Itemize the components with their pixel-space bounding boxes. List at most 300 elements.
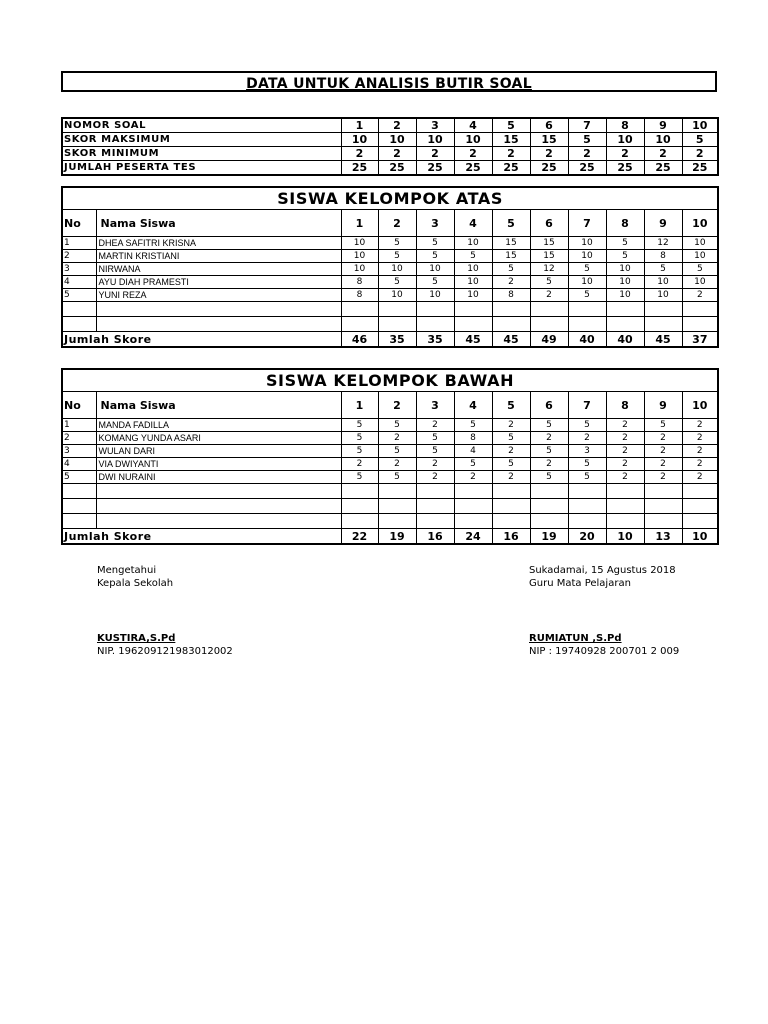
- empty-cell: [644, 499, 682, 514]
- student-name: KOMANG YUNDA ASARI: [96, 432, 341, 445]
- col-header-soal: 8: [606, 210, 644, 237]
- student-score: 5: [606, 250, 644, 263]
- info-row: [62, 133, 718, 147]
- student-name: MARTIN KRISTIANI: [96, 250, 341, 263]
- info-cell: 25: [492, 161, 530, 176]
- empty-cell: [341, 514, 378, 529]
- student-score: 10: [341, 237, 378, 250]
- student-score: 5: [454, 419, 492, 432]
- student-score: 2: [644, 471, 682, 484]
- student-row: [62, 263, 718, 276]
- student-score: 5: [530, 471, 568, 484]
- student-score: 2: [606, 471, 644, 484]
- student-score: 10: [378, 289, 416, 302]
- student-name: MANDA FADILLA: [96, 419, 341, 432]
- info-cell: 5: [568, 133, 606, 147]
- col-header-soal: 9: [644, 392, 682, 419]
- student-name: DWI NURAINI: [96, 471, 341, 484]
- empty-cell: [341, 484, 378, 499]
- empty-cell: [530, 514, 568, 529]
- sig-right-line2: Guru Mata Pelajaran: [529, 578, 631, 589]
- info-cell: 4: [454, 118, 492, 133]
- empty-cell: [96, 484, 341, 499]
- empty-cell: [606, 499, 644, 514]
- student-name: VIA DWIYANTI: [96, 458, 341, 471]
- info-cell: 15: [530, 133, 568, 147]
- student-no: 4: [62, 276, 96, 289]
- student-name: WULAN DARI: [96, 445, 341, 458]
- student-score: 5: [378, 471, 416, 484]
- kelompok-atas-table: [61, 186, 719, 348]
- info-cell: 25: [341, 161, 378, 176]
- total-score: 20: [568, 529, 606, 545]
- empty-cell: [568, 484, 606, 499]
- student-score: 10: [341, 263, 378, 276]
- student-score: 2: [492, 471, 530, 484]
- info-cell: 2: [378, 118, 416, 133]
- total-score: 16: [492, 529, 530, 545]
- col-header-soal: 2: [378, 210, 416, 237]
- info-cell: 2: [492, 147, 530, 161]
- student-score: 8: [492, 289, 530, 302]
- student-score: 2: [492, 276, 530, 289]
- info-cell: 2: [378, 147, 416, 161]
- student-score: 2: [682, 471, 718, 484]
- student-score: 5: [416, 237, 454, 250]
- student-score: 10: [341, 250, 378, 263]
- col-header-soal: 8: [606, 392, 644, 419]
- empty-cell: [96, 514, 341, 529]
- group-heading: SISWA KELOMPOK BAWAH: [62, 369, 718, 392]
- empty-row: [62, 317, 718, 332]
- student-score: 5: [416, 445, 454, 458]
- info-cell: 1: [341, 118, 378, 133]
- col-header-nama: Nama Siswa: [96, 392, 341, 419]
- signature-right: [529, 564, 679, 658]
- total-score: 45: [492, 332, 530, 348]
- info-cell: 25: [644, 161, 682, 176]
- empty-cell: [62, 484, 96, 499]
- empty-cell: [416, 484, 454, 499]
- student-row: [62, 419, 718, 432]
- student-row: [62, 276, 718, 289]
- empty-cell: [62, 514, 96, 529]
- info-cell: 2: [644, 147, 682, 161]
- student-row: [62, 458, 718, 471]
- student-score: 5: [530, 276, 568, 289]
- student-score: 8: [454, 432, 492, 445]
- info-cell: 25: [682, 161, 718, 176]
- empty-cell: [378, 317, 416, 332]
- kelompok-bawah-table: [61, 368, 719, 545]
- info-row-label: SKOR MINIMUM: [62, 147, 341, 161]
- col-header-soal: 6: [530, 392, 568, 419]
- info-cell: 2: [606, 147, 644, 161]
- info-cell: 6: [530, 118, 568, 133]
- student-score: 5: [378, 445, 416, 458]
- student-score: 5: [682, 263, 718, 276]
- empty-cell: [644, 514, 682, 529]
- empty-cell: [530, 317, 568, 332]
- student-score: 2: [416, 458, 454, 471]
- col-header-soal: 10: [682, 210, 718, 237]
- info-cell: 10: [341, 133, 378, 147]
- info-row-label: SKOR MAKSIMUM: [62, 133, 341, 147]
- info-cell: 8: [606, 118, 644, 133]
- student-score: 5: [378, 250, 416, 263]
- student-score: 5: [492, 432, 530, 445]
- student-score: 10: [682, 250, 718, 263]
- student-score: 10: [644, 289, 682, 302]
- student-score: 2: [606, 458, 644, 471]
- empty-cell: [492, 499, 530, 514]
- empty-cell: [96, 317, 341, 332]
- student-score: 2: [341, 458, 378, 471]
- info-cell: 3: [416, 118, 454, 133]
- info-cell: 2: [682, 147, 718, 161]
- sig-left-line2: Kepala Sekolah: [97, 578, 174, 589]
- student-score: 2: [644, 445, 682, 458]
- student-score: 5: [341, 471, 378, 484]
- student-score: 10: [416, 289, 454, 302]
- col-header-soal: 10: [682, 392, 718, 419]
- student-score: 10: [644, 276, 682, 289]
- student-score: 5: [378, 419, 416, 432]
- sig-right-line1: Sukadamai, 15 Agustus 2018: [529, 565, 676, 576]
- total-score: 45: [454, 332, 492, 348]
- student-score: 12: [530, 263, 568, 276]
- column-header-row: [62, 210, 718, 237]
- student-score: 5: [530, 419, 568, 432]
- student-score: 10: [454, 289, 492, 302]
- empty-cell: [492, 484, 530, 499]
- empty-cell: [644, 484, 682, 499]
- col-header-soal: 6: [530, 210, 568, 237]
- student-score: 2: [416, 419, 454, 432]
- student-score: 2: [530, 458, 568, 471]
- student-score: 2: [606, 432, 644, 445]
- empty-cell: [682, 317, 718, 332]
- info-cell: 2: [454, 147, 492, 161]
- student-name: NIRWANA: [96, 263, 341, 276]
- empty-cell: [454, 499, 492, 514]
- empty-cell: [568, 514, 606, 529]
- empty-cell: [416, 317, 454, 332]
- student-no: 2: [62, 432, 96, 445]
- student-score: 5: [341, 419, 378, 432]
- total-score: 19: [530, 529, 568, 545]
- sig-left-nip: NIP. 196209121983012002: [97, 646, 233, 657]
- student-score: 2: [682, 419, 718, 432]
- empty-row: [62, 302, 718, 317]
- empty-cell: [492, 317, 530, 332]
- empty-cell: [454, 317, 492, 332]
- empty-cell: [606, 317, 644, 332]
- empty-cell: [454, 302, 492, 317]
- student-score: 10: [606, 289, 644, 302]
- total-score: 35: [378, 332, 416, 348]
- student-score: 10: [568, 276, 606, 289]
- total-score: 45: [644, 332, 682, 348]
- col-header-soal: 2: [378, 392, 416, 419]
- document-title: DATA UNTUK ANALISIS BUTIR SOAL: [246, 76, 532, 92]
- student-score: 5: [606, 237, 644, 250]
- student-no: 1: [62, 419, 96, 432]
- student-score: 10: [454, 263, 492, 276]
- total-score: 10: [682, 529, 718, 545]
- total-row: [62, 332, 718, 348]
- info-cell: 25: [606, 161, 644, 176]
- student-score: 2: [644, 458, 682, 471]
- info-cell: 15: [492, 133, 530, 147]
- student-no: 3: [62, 445, 96, 458]
- student-score: 10: [682, 237, 718, 250]
- info-cell: 2: [341, 147, 378, 161]
- student-score: 2: [682, 289, 718, 302]
- empty-cell: [378, 484, 416, 499]
- empty-cell: [644, 302, 682, 317]
- student-score: 2: [682, 445, 718, 458]
- student-score: 2: [454, 471, 492, 484]
- empty-row: [62, 499, 718, 514]
- student-no: 5: [62, 289, 96, 302]
- student-score: 12: [644, 237, 682, 250]
- info-cell: 10: [606, 133, 644, 147]
- student-score: 2: [530, 432, 568, 445]
- student-no: 2: [62, 250, 96, 263]
- total-label: Jumlah Skore: [62, 529, 341, 545]
- empty-cell: [62, 499, 96, 514]
- student-score: 2: [606, 419, 644, 432]
- info-cell: 25: [530, 161, 568, 176]
- student-score: 5: [530, 445, 568, 458]
- col-header-no: No: [62, 392, 96, 419]
- col-header-soal: 7: [568, 392, 606, 419]
- col-header-soal: 4: [454, 210, 492, 237]
- student-score: 15: [492, 250, 530, 263]
- student-score: 5: [416, 250, 454, 263]
- total-score: 40: [568, 332, 606, 348]
- total-score: 22: [341, 529, 378, 545]
- student-score: 10: [454, 237, 492, 250]
- empty-cell: [416, 302, 454, 317]
- info-row: [62, 161, 718, 176]
- col-header-soal: 9: [644, 210, 682, 237]
- student-no: 5: [62, 471, 96, 484]
- empty-cell: [606, 514, 644, 529]
- student-score: 10: [568, 237, 606, 250]
- empty-cell: [682, 484, 718, 499]
- empty-cell: [530, 302, 568, 317]
- sig-right-nip: NIP : 19740928 200701 2 009: [529, 646, 680, 657]
- student-score: 3: [568, 445, 606, 458]
- info-cell: 25: [568, 161, 606, 176]
- empty-cell: [492, 514, 530, 529]
- empty-cell: [341, 499, 378, 514]
- empty-cell: [530, 499, 568, 514]
- info-cell: 10: [378, 133, 416, 147]
- student-score: 2: [530, 289, 568, 302]
- total-score: 40: [606, 332, 644, 348]
- info-row-label: NOMOR SOAL: [62, 118, 341, 133]
- student-score: 2: [378, 458, 416, 471]
- info-cell: 10: [454, 133, 492, 147]
- student-score: 2: [644, 432, 682, 445]
- empty-cell: [378, 499, 416, 514]
- info-cell: 5: [492, 118, 530, 133]
- empty-cell: [454, 514, 492, 529]
- total-score: 19: [378, 529, 416, 545]
- empty-cell: [416, 514, 454, 529]
- col-header-soal: 7: [568, 210, 606, 237]
- empty-cell: [378, 302, 416, 317]
- empty-cell: [492, 302, 530, 317]
- info-row: [62, 147, 718, 161]
- student-score: 8: [644, 250, 682, 263]
- empty-cell: [341, 317, 378, 332]
- student-score: 4: [454, 445, 492, 458]
- col-header-soal: 1: [341, 210, 378, 237]
- total-score: 24: [454, 529, 492, 545]
- student-score: 5: [568, 263, 606, 276]
- document-title-box: [61, 71, 717, 92]
- student-no: 1: [62, 237, 96, 250]
- student-score: 5: [416, 276, 454, 289]
- col-header-no: No: [62, 210, 96, 237]
- student-score: 2: [568, 432, 606, 445]
- student-score: 5: [416, 432, 454, 445]
- student-score: 2: [416, 471, 454, 484]
- empty-cell: [606, 484, 644, 499]
- group-heading: SISWA KELOMPOK ATAS: [62, 187, 718, 210]
- col-header-soal: 4: [454, 392, 492, 419]
- empty-cell: [530, 484, 568, 499]
- student-score: 5: [341, 432, 378, 445]
- group-heading-row: [62, 187, 718, 210]
- sig-right-name: RUMIATUN ,S.Pd: [529, 633, 622, 644]
- student-score: 5: [341, 445, 378, 458]
- info-cell: 10: [416, 133, 454, 147]
- student-name: DHEA SAFITRI KRISNA: [96, 237, 341, 250]
- info-cell: 7: [568, 118, 606, 133]
- info-row-label: JUMLAH PESERTA TES: [62, 161, 341, 176]
- student-score: 5: [568, 458, 606, 471]
- total-score: 35: [416, 332, 454, 348]
- empty-cell: [568, 499, 606, 514]
- student-score: 5: [454, 250, 492, 263]
- info-table: [61, 117, 719, 176]
- info-cell: 10: [644, 133, 682, 147]
- student-score: 5: [492, 458, 530, 471]
- student-score: 15: [492, 237, 530, 250]
- empty-cell: [682, 514, 718, 529]
- info-cell: 25: [416, 161, 454, 176]
- total-label: Jumlah Skore: [62, 332, 341, 348]
- student-score: 10: [682, 276, 718, 289]
- empty-row: [62, 484, 718, 499]
- empty-cell: [378, 514, 416, 529]
- info-cell: 9: [644, 118, 682, 133]
- student-score: 15: [530, 250, 568, 263]
- student-score: 5: [454, 458, 492, 471]
- student-score: 5: [568, 289, 606, 302]
- empty-cell: [568, 317, 606, 332]
- student-score: 10: [606, 263, 644, 276]
- sig-left-line1: Mengetahui: [97, 565, 157, 576]
- student-row: [62, 289, 718, 302]
- student-no: 4: [62, 458, 96, 471]
- column-header-row: [62, 392, 718, 419]
- student-score: 10: [416, 263, 454, 276]
- student-score: 8: [341, 289, 378, 302]
- col-header-soal: 5: [492, 392, 530, 419]
- student-score: 5: [378, 237, 416, 250]
- student-score: 5: [378, 276, 416, 289]
- student-score: 10: [568, 250, 606, 263]
- student-score: 2: [682, 458, 718, 471]
- total-score: 13: [644, 529, 682, 545]
- info-cell: 2: [568, 147, 606, 161]
- info-cell: 2: [416, 147, 454, 161]
- student-score: 5: [568, 419, 606, 432]
- group-heading-row: [62, 369, 718, 392]
- col-header-soal: 3: [416, 210, 454, 237]
- student-row: [62, 445, 718, 458]
- student-score: 2: [682, 432, 718, 445]
- total-score: 46: [341, 332, 378, 348]
- col-header-nama: Nama Siswa: [96, 210, 341, 237]
- student-name: AYU DIAH PRAMESTI: [96, 276, 341, 289]
- info-cell: 25: [378, 161, 416, 176]
- empty-cell: [682, 302, 718, 317]
- total-score: 37: [682, 332, 718, 348]
- student-score: 5: [492, 263, 530, 276]
- empty-cell: [96, 499, 341, 514]
- total-score: 49: [530, 332, 568, 348]
- student-name: YUNI REZA: [96, 289, 341, 302]
- student-score: 15: [530, 237, 568, 250]
- student-score: 5: [644, 263, 682, 276]
- info-row: [62, 118, 718, 133]
- col-header-soal: 1: [341, 392, 378, 419]
- student-row: [62, 250, 718, 263]
- info-cell: 2: [530, 147, 568, 161]
- empty-cell: [454, 484, 492, 499]
- total-row: [62, 529, 718, 545]
- total-score: 16: [416, 529, 454, 545]
- empty-cell: [416, 499, 454, 514]
- student-score: 2: [606, 445, 644, 458]
- student-row: [62, 471, 718, 484]
- info-cell: 10: [682, 118, 718, 133]
- sig-left-name: KUSTIRA,S.Pd: [97, 633, 176, 644]
- student-score: 10: [378, 263, 416, 276]
- empty-cell: [682, 499, 718, 514]
- student-score: 5: [644, 419, 682, 432]
- total-score: 10: [606, 529, 644, 545]
- student-score: 2: [492, 445, 530, 458]
- empty-row: [62, 514, 718, 529]
- info-cell: 25: [454, 161, 492, 176]
- student-score: 5: [568, 471, 606, 484]
- student-row: [62, 237, 718, 250]
- empty-cell: [62, 317, 96, 332]
- empty-cell: [606, 302, 644, 317]
- empty-cell: [96, 302, 341, 317]
- col-header-soal: 5: [492, 210, 530, 237]
- student-score: 10: [454, 276, 492, 289]
- col-header-soal: 3: [416, 392, 454, 419]
